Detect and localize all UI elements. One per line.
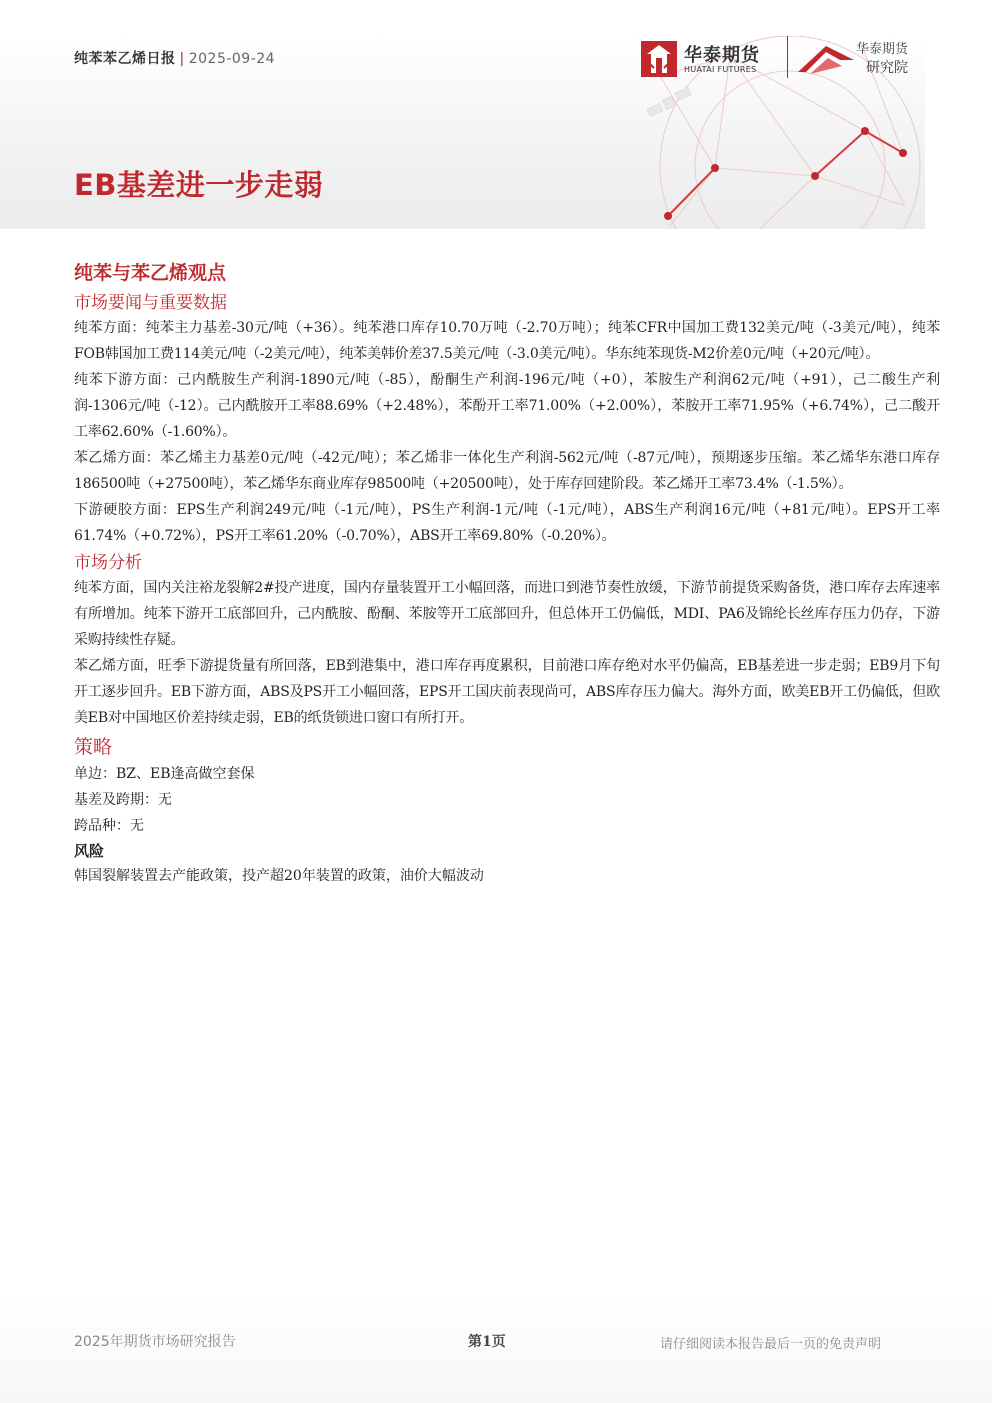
strategy-line-unilateral: 单边：BZ、EB逢高做空套保	[74, 766, 255, 782]
huatai-futures-logo	[640, 40, 780, 80]
institute-name-line2: 研究院	[866, 60, 908, 76]
institute-logo	[796, 38, 926, 80]
report-content	[74, 258, 940, 889]
report-title	[74, 48, 275, 68]
report-name: 纯苯苯乙烯日报	[74, 51, 176, 67]
news-paragraph-benzene: 纯苯方面：纯苯主力基差-30元/吨（+36）。纯苯港口库存10.70万吨（-2.70万吨）；纯苯CFR中国加工费132美元/吨（-3美元/吨），纯苯FOB韩国加工费114美元/吨（-2美元/吨），纯苯美韩价差37.5美元/吨（-3.0美元/吨）。华东纯苯现货-M2价差0元/吨（+20元/吨）。	[74, 320, 940, 362]
institute-logo-icon	[796, 38, 858, 78]
logo-company-cn: 华泰期货	[684, 45, 760, 66]
news-paragraph-benzene-downstream: 纯苯下游方面：己内酰胺生产利润-1890元/吨（-85），酚酮生产利润-196元/吨（+0），苯胺生产利润62元/吨（+91），己二酸生产利润-1306元/吨（-12）。己内酰胺开工率88.69%（+2.48%），苯酚开工率71.00%（+2.00%），苯胺开工率71.95%（+6.74%），己二酸开工率62.60%（-1.60%）。	[74, 372, 940, 440]
footer-report-label: 2025年期货市场研究报告	[74, 1334, 236, 1350]
strategy-line-cross-variety: 跨品种：无	[74, 818, 144, 834]
page-headline: EB基差进一步走弱	[74, 168, 324, 202]
risk-text: 韩国裂解装置去产能政策，投产超20年装置的政策，油价大幅波动	[74, 868, 484, 884]
strategy-title: 策略	[74, 736, 113, 758]
section-title: 纯苯与苯乙烯观点	[74, 262, 227, 284]
report-date: 2025-09-24	[188, 51, 276, 67]
logo-company-en: HUATAI FUTURES	[684, 65, 757, 74]
report-header	[0, 0, 992, 230]
huatai-logo-icon	[640, 40, 678, 78]
news-paragraph-styrene: 苯乙烯方面：苯乙烯主力基差0元/吨（-42元/吨）；苯乙烯非一体化生产利润-562元/吨（-87元/吨），预期逐步压缩。苯乙烯华东港口库存186500吨（+27500吨），苯乙烯华东商业库存98500吨（+20500吨），处于库存回建阶段。苯乙烯开工率73.4%（-1.5%）。	[74, 450, 940, 492]
disclaimer-notice: 请仔细阅读本报告最后一页的免责声明	[660, 1337, 882, 1352]
analysis-paragraph-benzene: 纯苯方面，国内关注裕龙裂解2#投产进度，国内存量装置开工小幅回落，而进口到港节奏性放缓，下游节前提货采购备货，港口库存去库速率有所增加。纯苯下游开工底部回升，己内酰胺、酚酮、苯胺等开工底部回升，但总体开工仍偏低，MDI、PA6及锦纶长丝库存压力仍存，下游采购持续性存疑。	[74, 580, 940, 648]
news-paragraph-hard-plastics: 下游硬胶方面：EPS生产利润249元/吨（-1元/吨），PS生产利润-1元/吨（-1元/吨），ABS生产利润16元/吨（+81元/吨）。EPS开工率61.74%（+0.72%），PS开工率61.20%（-0.70%），ABS开工率69.80%（-0.20%）。	[74, 502, 940, 544]
institute-name-line1: 华泰期货	[856, 42, 909, 57]
page-footer	[0, 1295, 992, 1403]
analysis-title: 市场分析	[74, 553, 142, 573]
strategy-line-basis: 基差及跨期：无	[74, 792, 172, 808]
analysis-paragraph-styrene: 苯乙烯方面，旺季下游提货量有所回落，EB到港集中，港口库存再度累积，目前港口库存绝对水平仍偏高，EB基差进一步走弱；EB9月下旬开工逐步回升。EB下游方面，ABS及PS开工小幅回落，EPS开工国庆前表现尚可，ABS库存压力偏大。海外方面，欧美EB开工仍偏低，但欧美EB对中国地区价差持续走弱，EB的纸货锁进口窗口有所打开。	[74, 658, 940, 726]
risk-title: 风险	[74, 842, 105, 860]
logo-divider	[787, 36, 788, 78]
title-separator: |	[179, 51, 185, 67]
news-title: 市场要闻与重要数据	[74, 293, 227, 313]
page-number: 第1页	[468, 1334, 506, 1350]
